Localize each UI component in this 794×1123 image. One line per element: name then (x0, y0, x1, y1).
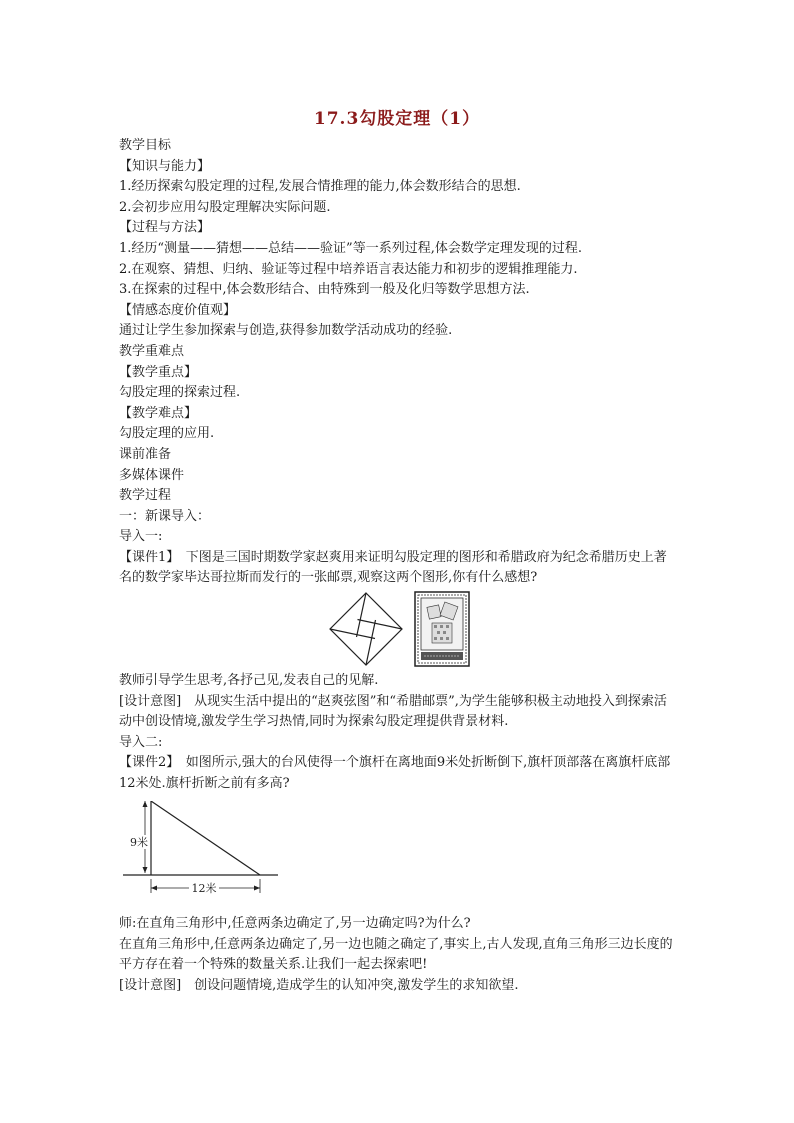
inner-line (357, 593, 367, 637)
outer-square (330, 593, 402, 665)
courseware-1-text: 【课件1】 下图是三国时期数学家赵爽用来证明勾股定理的图形和希腊政府为纪念希腊历史上著名的数学家毕达哥拉斯而发行的一张邮票,观察这两个图形,你有什么感想? (119, 549, 667, 586)
paragraph: 多媒体课件 (119, 467, 185, 483)
subheading: 导入二: (119, 734, 163, 750)
subheading: 【过程与方法】 (119, 220, 211, 236)
subheading: 导入一: (119, 529, 163, 545)
label-9m: 9米 (130, 835, 148, 849)
subheading: 【教学重点】 (119, 364, 198, 380)
paragraph: 教师引导学生思考,各抒己见,发表自己的见解. (119, 673, 379, 689)
inner-line (366, 620, 376, 665)
section-heading: 教学重难点 (119, 343, 185, 359)
zhao-shuang-diagram (328, 591, 404, 667)
document-title: 17.3勾股定理（1） (313, 109, 481, 129)
inner-line (330, 629, 375, 639)
paragraph: 勾股定理的探索过程. (119, 385, 241, 401)
paragraph: 1.经历“测量——猜想——总结——验证”等一系列过程,体会数学定理发现的过程. (119, 240, 582, 256)
paragraph: 2.会初步应用勾股定理解决实际问题. (119, 199, 331, 215)
flagpole-triangle-figure (123, 801, 283, 899)
paragraph: 通过让学生参加探索与创造,获得参加数学活动成功的经验. (119, 323, 453, 339)
section-heading: 课前准备 (119, 446, 172, 462)
paragraph: 3.在探索的过程中,体会数形结合、由特殊到一般及化归等数学思想方法. (119, 282, 530, 298)
document-body (119, 136, 679, 997)
design-intent-2: [设计意图] 创设问题情境,造成学生的认知冲突,激发学生的求知欲望. (119, 978, 519, 993)
paragraph: 2.在观察、猜想、归纳、验证等过程中培养语言表达能力和初步的逻辑推理能力. (119, 261, 578, 277)
paragraph: 在直角三角形中,任意两条边确定了,另一边也随之确定了,事实上,古人发现,直角三角形三边长度的平方存在着一个特殊的数量关系.让我们一起去探索吧! (119, 936, 673, 973)
paragraph: 勾股定理的应用. (119, 426, 215, 442)
greek-stamp (414, 591, 470, 667)
design-intent-1: [设计意图] 从现实生活中提出的“赵爽弦图”和“希腊邮票”,为学生能够积极主动地投入到探索活动中创设情境,激发学生学习热情,同时为探索勾股定理提供背景材料. (119, 693, 667, 730)
figure-row (119, 591, 679, 667)
subheading: 【教学难点】 (119, 405, 198, 421)
paragraph: 师:在直角三角形中,任意两条边确定了,另一边确定吗?为什么? (119, 916, 471, 932)
stamp-square (427, 605, 441, 619)
section-heading: 教学目标 (119, 138, 172, 153)
paragraph: 一：新课导入： (119, 508, 211, 524)
courseware-2-text: 【课件2】 如图所示,强大的台风使得一个旗杆在离地面9米处折断倒下,旗杆顶部落在离旗杆底部12米处.旗杆折断之前有多高? (119, 755, 671, 792)
subheading: 【知识与能力】 (119, 158, 211, 174)
section-heading: 教学过程 (119, 488, 172, 504)
paragraph: 1.经历探索勾股定理的过程,发展合情推理的能力,体会数形结合的思想. (119, 179, 521, 195)
label-12m: 12米 (191, 881, 217, 895)
inner-line (358, 620, 403, 630)
subheading: 【情感态度价值观】 (119, 302, 237, 318)
hypotenuse-line (151, 801, 260, 875)
